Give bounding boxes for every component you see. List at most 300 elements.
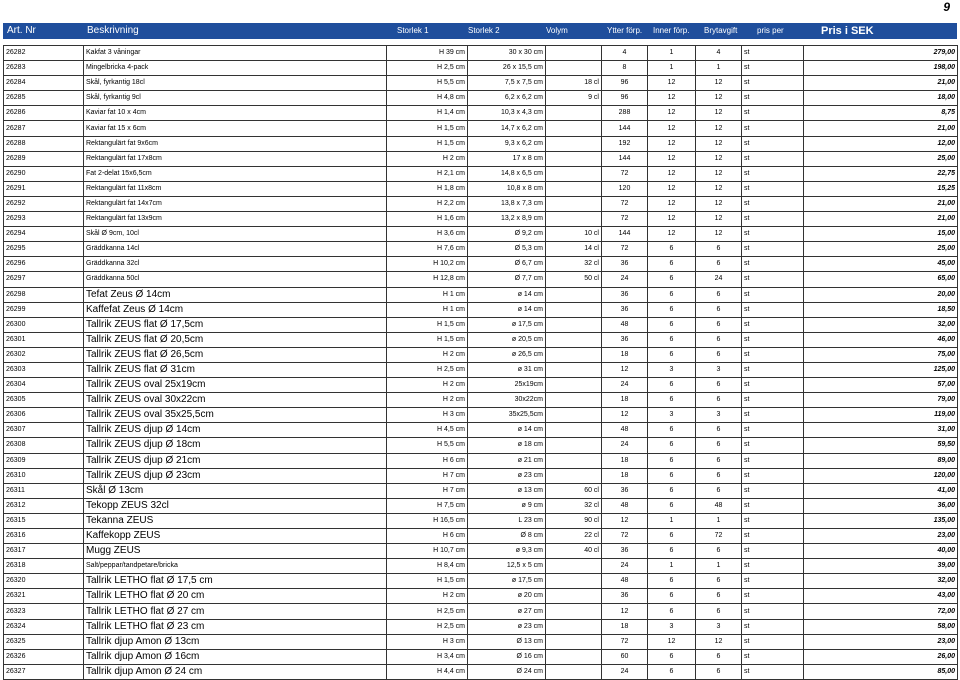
header-size-1: Storlek 1 xyxy=(397,26,429,35)
cell-outer-pack: 24 xyxy=(602,664,648,679)
cell-break-fee: 6 xyxy=(696,483,742,498)
cell-price-unit: st xyxy=(742,166,804,181)
cell-inner-pack: 6 xyxy=(648,453,696,468)
cell-outer-pack: 96 xyxy=(602,76,648,91)
cell-description: Tallrik LETHO flat Ø 27 cm xyxy=(84,604,387,619)
cell-inner-pack: 3 xyxy=(648,362,696,377)
cell-size-1: H 5,5 cm xyxy=(387,76,468,91)
cell-break-fee: 6 xyxy=(696,468,742,483)
cell-size-1: H 2,5 cm xyxy=(387,61,468,76)
table-row xyxy=(4,287,958,302)
cell-article-number: 26283 xyxy=(4,61,84,76)
cell-price: 23,00 xyxy=(804,529,958,544)
cell-outer-pack: 24 xyxy=(602,438,648,453)
header-volume: Volym xyxy=(546,26,568,35)
table-row xyxy=(4,106,958,121)
cell-article-number: 26315 xyxy=(4,513,84,528)
table-row xyxy=(4,634,958,649)
cell-outer-pack: 144 xyxy=(602,121,648,136)
cell-size-1: H 7 cm xyxy=(387,468,468,483)
cell-volume xyxy=(546,332,602,347)
cell-article-number: 26296 xyxy=(4,257,84,272)
cell-article-number: 26320 xyxy=(4,574,84,589)
cell-size-1: H 7,5 cm xyxy=(387,498,468,513)
cell-size-1: H 16,5 cm xyxy=(387,513,468,528)
cell-price: 119,00 xyxy=(804,408,958,423)
header-inner-pack: Inner förp. xyxy=(653,26,690,35)
cell-outer-pack: 144 xyxy=(602,227,648,242)
cell-outer-pack: 48 xyxy=(602,317,648,332)
cell-inner-pack: 12 xyxy=(648,76,696,91)
cell-size-1: H 1,5 cm xyxy=(387,121,468,136)
cell-price: 57,00 xyxy=(804,378,958,393)
cell-inner-pack: 6 xyxy=(648,438,696,453)
cell-size-1: H 2,1 cm xyxy=(387,166,468,181)
cell-price-unit: st xyxy=(742,559,804,574)
cell-price: 120,00 xyxy=(804,468,958,483)
cell-price: 72,00 xyxy=(804,604,958,619)
cell-volume xyxy=(546,362,602,377)
cell-article-number: 26290 xyxy=(4,166,84,181)
cell-break-fee: 1 xyxy=(696,61,742,76)
cell-volume xyxy=(546,317,602,332)
cell-price: 21,00 xyxy=(804,196,958,211)
cell-size-2: Ø 8 cm xyxy=(468,529,546,544)
cell-description: Mingelbricka 4-pack xyxy=(84,61,387,76)
cell-size-2: Ø 5,3 cm xyxy=(468,242,546,257)
cell-volume xyxy=(546,393,602,408)
cell-break-fee: 6 xyxy=(696,347,742,362)
cell-break-fee: 6 xyxy=(696,287,742,302)
cell-price-unit: st xyxy=(742,61,804,76)
cell-price: 279,00 xyxy=(804,46,958,61)
cell-article-number: 26305 xyxy=(4,393,84,408)
cell-article-number: 26284 xyxy=(4,76,84,91)
cell-inner-pack: 6 xyxy=(648,423,696,438)
cell-price: 32,00 xyxy=(804,317,958,332)
cell-description: Rektangulärt fat 11x8cm xyxy=(84,181,387,196)
cell-price: 58,00 xyxy=(804,619,958,634)
cell-description: Rektangulärt fat 13x9cm xyxy=(84,212,387,227)
table-body xyxy=(4,46,958,680)
cell-outer-pack: 36 xyxy=(602,287,648,302)
cell-break-fee: 3 xyxy=(696,362,742,377)
cell-outer-pack: 72 xyxy=(602,212,648,227)
cell-break-fee: 6 xyxy=(696,257,742,272)
table-row xyxy=(4,227,958,242)
cell-outer-pack: 36 xyxy=(602,544,648,559)
cell-inner-pack: 6 xyxy=(648,664,696,679)
cell-description: Tallrik djup Amon Ø 16cm xyxy=(84,649,387,664)
cell-article-number: 26299 xyxy=(4,302,84,317)
cell-volume: 32 cl xyxy=(546,257,602,272)
cell-inner-pack: 12 xyxy=(648,136,696,151)
cell-volume xyxy=(546,212,602,227)
cell-inner-pack: 6 xyxy=(648,242,696,257)
cell-inner-pack: 12 xyxy=(648,196,696,211)
cell-inner-pack: 12 xyxy=(648,166,696,181)
table-row xyxy=(4,61,958,76)
cell-price: 8,75 xyxy=(804,106,958,121)
cell-volume xyxy=(546,136,602,151)
cell-outer-pack: 36 xyxy=(602,257,648,272)
cell-size-2: ø 21 cm xyxy=(468,453,546,468)
cell-price: 75,00 xyxy=(804,347,958,362)
cell-description: Mugg ZEUS xyxy=(84,544,387,559)
cell-article-number: 26309 xyxy=(4,453,84,468)
cell-inner-pack: 6 xyxy=(648,302,696,317)
cell-volume: 40 cl xyxy=(546,544,602,559)
cell-size-1: H 2 cm xyxy=(387,378,468,393)
cell-volume xyxy=(546,181,602,196)
cell-price-unit: st xyxy=(742,121,804,136)
cell-size-2: ø 9 cm xyxy=(468,498,546,513)
cell-size-1: H 2 cm xyxy=(387,393,468,408)
cell-volume xyxy=(546,166,602,181)
cell-price: 15,00 xyxy=(804,227,958,242)
cell-inner-pack: 12 xyxy=(648,151,696,166)
table-row xyxy=(4,483,958,498)
cell-break-fee: 6 xyxy=(696,589,742,604)
cell-price-unit: st xyxy=(742,664,804,679)
cell-description: Tekanna ZEUS xyxy=(84,513,387,528)
cell-price: 21,00 xyxy=(804,76,958,91)
cell-size-1: H 1 cm xyxy=(387,302,468,317)
cell-size-1: H 2,5 cm xyxy=(387,619,468,634)
cell-description: Skål Ø 9cm, 10cl xyxy=(84,227,387,242)
table-row xyxy=(4,453,958,468)
cell-size-2: ø 31 cm xyxy=(468,362,546,377)
cell-article-number: 26295 xyxy=(4,242,84,257)
cell-price: 25,00 xyxy=(804,242,958,257)
cell-volume: 14 cl xyxy=(546,242,602,257)
cell-volume xyxy=(546,423,602,438)
cell-size-2: 14,7 x 6,2 cm xyxy=(468,121,546,136)
header-description: Beskrivning xyxy=(87,25,139,36)
header-price-per: pris per xyxy=(757,26,784,35)
cell-size-1: H 10,7 cm xyxy=(387,544,468,559)
cell-size-2: Ø 13 cm xyxy=(468,634,546,649)
table-row xyxy=(4,408,958,423)
cell-break-fee: 72 xyxy=(696,529,742,544)
cell-description: Gräddkanna 14cl xyxy=(84,242,387,257)
cell-volume xyxy=(546,604,602,619)
cell-break-fee: 6 xyxy=(696,649,742,664)
cell-volume xyxy=(546,589,602,604)
cell-break-fee: 12 xyxy=(696,151,742,166)
cell-price-unit: st xyxy=(742,151,804,166)
cell-volume xyxy=(546,559,602,574)
cell-size-2: 13,2 x 8,9 cm xyxy=(468,212,546,227)
cell-outer-pack: 72 xyxy=(602,166,648,181)
cell-article-number: 26297 xyxy=(4,272,84,287)
cell-size-2: 7,5 x 7,5 cm xyxy=(468,76,546,91)
cell-description: Tallrik ZEUS flat Ø 26,5cm xyxy=(84,347,387,362)
table-row xyxy=(4,46,958,61)
table-row xyxy=(4,664,958,679)
cell-description: Kaviar fat 10 x 4cm xyxy=(84,106,387,121)
cell-break-fee: 12 xyxy=(696,227,742,242)
cell-price: 45,00 xyxy=(804,257,958,272)
cell-outer-pack: 12 xyxy=(602,513,648,528)
cell-break-fee: 12 xyxy=(696,76,742,91)
cell-size-1: H 1,5 cm xyxy=(387,317,468,332)
table-row xyxy=(4,544,958,559)
cell-break-fee: 6 xyxy=(696,242,742,257)
cell-article-number: 26288 xyxy=(4,136,84,151)
cell-size-2: 13,8 x 7,3 cm xyxy=(468,196,546,211)
table-row xyxy=(4,91,958,106)
cell-price-unit: st xyxy=(742,212,804,227)
cell-volume xyxy=(546,347,602,362)
cell-break-fee: 1 xyxy=(696,559,742,574)
header-outer-pack: Ytter förp. xyxy=(607,26,643,35)
cell-size-2: 17 x 8 cm xyxy=(468,151,546,166)
cell-article-number: 26317 xyxy=(4,544,84,559)
cell-size-1: H 4,4 cm xyxy=(387,664,468,679)
cell-article-number: 26318 xyxy=(4,559,84,574)
cell-description: Tallrik LETHO flat Ø 20 cm xyxy=(84,589,387,604)
cell-article-number: 26306 xyxy=(4,408,84,423)
cell-inner-pack: 6 xyxy=(648,498,696,513)
table-row xyxy=(4,196,958,211)
cell-volume xyxy=(546,378,602,393)
cell-size-1: H 4,8 cm xyxy=(387,91,468,106)
cell-break-fee: 6 xyxy=(696,574,742,589)
cell-description: Kaviar fat 15 x 6cm xyxy=(84,121,387,136)
cell-size-1: H 6 cm xyxy=(387,529,468,544)
cell-price-unit: st xyxy=(742,227,804,242)
cell-size-2: 35x25,5cm xyxy=(468,408,546,423)
cell-outer-pack: 8 xyxy=(602,61,648,76)
cell-price: 40,00 xyxy=(804,544,958,559)
cell-article-number: 26312 xyxy=(4,498,84,513)
cell-size-1: H 2 cm xyxy=(387,151,468,166)
cell-size-1: H 1,5 cm xyxy=(387,332,468,347)
cell-inner-pack: 6 xyxy=(648,468,696,483)
cell-outer-pack: 36 xyxy=(602,302,648,317)
cell-break-fee: 24 xyxy=(696,272,742,287)
cell-price: 79,00 xyxy=(804,393,958,408)
cell-size-2: ø 14 cm xyxy=(468,423,546,438)
cell-inner-pack: 12 xyxy=(648,227,696,242)
cell-article-number: 26301 xyxy=(4,332,84,347)
cell-size-2: ø 20,5 cm xyxy=(468,332,546,347)
cell-price-unit: st xyxy=(742,257,804,272)
table-row xyxy=(4,166,958,181)
cell-size-2: ø 17,5 cm xyxy=(468,574,546,589)
cell-inner-pack: 6 xyxy=(648,332,696,347)
cell-price-unit: st xyxy=(742,181,804,196)
header-price: Pris i SEK xyxy=(821,25,874,37)
cell-description: Skål, fyrkantig 9cl xyxy=(84,91,387,106)
cell-description: Rektangulärt fat 9x6cm xyxy=(84,136,387,151)
cell-price: 89,00 xyxy=(804,453,958,468)
cell-size-1: H 1,5 cm xyxy=(387,136,468,151)
cell-break-fee: 6 xyxy=(696,302,742,317)
cell-size-1: H 2 cm xyxy=(387,589,468,604)
cell-price-unit: st xyxy=(742,619,804,634)
cell-size-2: 12,5 x 5 cm xyxy=(468,559,546,574)
cell-inner-pack: 1 xyxy=(648,46,696,61)
cell-break-fee: 12 xyxy=(696,106,742,121)
cell-size-2: 10,3 x 4,3 cm xyxy=(468,106,546,121)
cell-size-2: Ø 7,7 cm xyxy=(468,272,546,287)
cell-size-2: ø 14 cm xyxy=(468,302,546,317)
cell-outer-pack: 24 xyxy=(602,378,648,393)
cell-size-1: H 3 cm xyxy=(387,408,468,423)
cell-size-2: 30 x 30 cm xyxy=(468,46,546,61)
cell-volume: 90 cl xyxy=(546,513,602,528)
table-row xyxy=(4,242,958,257)
page-number: 9 xyxy=(943,0,950,14)
table-row xyxy=(4,302,958,317)
cell-volume xyxy=(546,634,602,649)
cell-article-number: 26323 xyxy=(4,604,84,619)
cell-price-unit: st xyxy=(742,378,804,393)
price-table xyxy=(3,45,958,680)
cell-price-unit: st xyxy=(742,438,804,453)
cell-price: 23,00 xyxy=(804,634,958,649)
cell-volume xyxy=(546,151,602,166)
cell-description: Salt/peppar/tandpetare/bricka xyxy=(84,559,387,574)
cell-article-number: 26286 xyxy=(4,106,84,121)
cell-price-unit: st xyxy=(742,423,804,438)
cell-volume: 18 cl xyxy=(546,76,602,91)
cell-break-fee: 6 xyxy=(696,438,742,453)
cell-size-1: H 1,6 cm xyxy=(387,212,468,227)
cell-price-unit: st xyxy=(742,649,804,664)
cell-price-unit: st xyxy=(742,196,804,211)
cell-outer-pack: 72 xyxy=(602,529,648,544)
table-row xyxy=(4,136,958,151)
cell-break-fee: 12 xyxy=(696,634,742,649)
cell-size-2: Ø 24 cm xyxy=(468,664,546,679)
cell-outer-pack: 12 xyxy=(602,604,648,619)
cell-size-2: 9,3 x 6,2 cm xyxy=(468,136,546,151)
cell-break-fee: 3 xyxy=(696,619,742,634)
cell-outer-pack: 36 xyxy=(602,332,648,347)
cell-size-1: H 12,8 cm xyxy=(387,272,468,287)
cell-inner-pack: 6 xyxy=(648,604,696,619)
cell-inner-pack: 12 xyxy=(648,121,696,136)
cell-outer-pack: 24 xyxy=(602,272,648,287)
cell-description: Tallrik djup Amon Ø 24 cm xyxy=(84,664,387,679)
cell-break-fee: 12 xyxy=(696,166,742,181)
cell-article-number: 26324 xyxy=(4,619,84,634)
cell-outer-pack: 18 xyxy=(602,347,648,362)
cell-article-number: 26298 xyxy=(4,287,84,302)
cell-size-2: Ø 9,2 cm xyxy=(468,227,546,242)
cell-price-unit: st xyxy=(742,544,804,559)
cell-inner-pack: 12 xyxy=(648,634,696,649)
cell-size-2: ø 13 cm xyxy=(468,483,546,498)
cell-price-unit: st xyxy=(742,242,804,257)
cell-article-number: 26291 xyxy=(4,181,84,196)
cell-price-unit: st xyxy=(742,483,804,498)
cell-outer-pack: 18 xyxy=(602,393,648,408)
cell-outer-pack: 12 xyxy=(602,362,648,377)
cell-size-1: H 7 cm xyxy=(387,483,468,498)
cell-inner-pack: 6 xyxy=(648,483,696,498)
cell-outer-pack: 12 xyxy=(602,408,648,423)
cell-size-1: H 1,4 cm xyxy=(387,106,468,121)
cell-description: Tallrik ZEUS flat Ø 31cm xyxy=(84,362,387,377)
cell-article-number: 26310 xyxy=(4,468,84,483)
cell-size-1: H 1,8 cm xyxy=(387,181,468,196)
cell-inner-pack: 12 xyxy=(648,181,696,196)
cell-outer-pack: 48 xyxy=(602,574,648,589)
cell-description: Tallrik LETHO flat Ø 17,5 cm xyxy=(84,574,387,589)
cell-volume: 60 cl xyxy=(546,483,602,498)
cell-volume xyxy=(546,453,602,468)
cell-break-fee: 6 xyxy=(696,664,742,679)
cell-break-fee: 12 xyxy=(696,121,742,136)
cell-article-number: 26303 xyxy=(4,362,84,377)
cell-outer-pack: 72 xyxy=(602,196,648,211)
cell-article-number: 26326 xyxy=(4,649,84,664)
cell-description: Gräddkanna 50cl xyxy=(84,272,387,287)
table-row xyxy=(4,513,958,528)
table-row xyxy=(4,393,958,408)
cell-price-unit: st xyxy=(742,317,804,332)
cell-volume xyxy=(546,619,602,634)
cell-article-number: 26325 xyxy=(4,634,84,649)
cell-price-unit: st xyxy=(742,408,804,423)
cell-break-fee: 1 xyxy=(696,513,742,528)
cell-price: 85,00 xyxy=(804,664,958,679)
cell-description: Rektangulärt fat 14x7cm xyxy=(84,196,387,211)
cell-outer-pack: 36 xyxy=(602,483,648,498)
cell-outer-pack: 96 xyxy=(602,91,648,106)
cell-article-number: 26289 xyxy=(4,151,84,166)
cell-inner-pack: 12 xyxy=(648,106,696,121)
cell-price: 46,00 xyxy=(804,332,958,347)
cell-outer-pack: 288 xyxy=(602,106,648,121)
cell-article-number: 26294 xyxy=(4,227,84,242)
cell-price-unit: st xyxy=(742,347,804,362)
cell-size-1: H 2,5 cm xyxy=(387,362,468,377)
cell-break-fee: 6 xyxy=(696,604,742,619)
cell-size-1: H 10,2 cm xyxy=(387,257,468,272)
cell-price: 31,00 xyxy=(804,423,958,438)
cell-size-2: ø 23 cm xyxy=(468,468,546,483)
cell-description: Tefat Zeus Ø 14cm xyxy=(84,287,387,302)
cell-article-number: 26302 xyxy=(4,347,84,362)
cell-break-fee: 12 xyxy=(696,212,742,227)
table-row xyxy=(4,362,958,377)
cell-price: 21,00 xyxy=(804,121,958,136)
cell-description: Tallrik ZEUS flat Ø 20,5cm xyxy=(84,332,387,347)
table-row xyxy=(4,181,958,196)
cell-size-1: H 2,2 cm xyxy=(387,196,468,211)
cell-break-fee: 6 xyxy=(696,332,742,347)
cell-size-1: H 39 cm xyxy=(387,46,468,61)
cell-article-number: 26307 xyxy=(4,423,84,438)
cell-price: 21,00 xyxy=(804,212,958,227)
cell-description: Skål, fyrkantig 18cl xyxy=(84,76,387,91)
cell-outer-pack: 18 xyxy=(602,453,648,468)
cell-description: Tallrik ZEUS oval 30x22cm xyxy=(84,393,387,408)
cell-price-unit: st xyxy=(742,106,804,121)
cell-article-number: 26293 xyxy=(4,212,84,227)
cell-description: Fat 2-delat 15x6,5cm xyxy=(84,166,387,181)
table-row xyxy=(4,121,958,136)
cell-outer-pack: 24 xyxy=(602,559,648,574)
cell-outer-pack: 18 xyxy=(602,619,648,634)
cell-break-fee: 6 xyxy=(696,378,742,393)
cell-description: Skål Ø 13cm xyxy=(84,483,387,498)
